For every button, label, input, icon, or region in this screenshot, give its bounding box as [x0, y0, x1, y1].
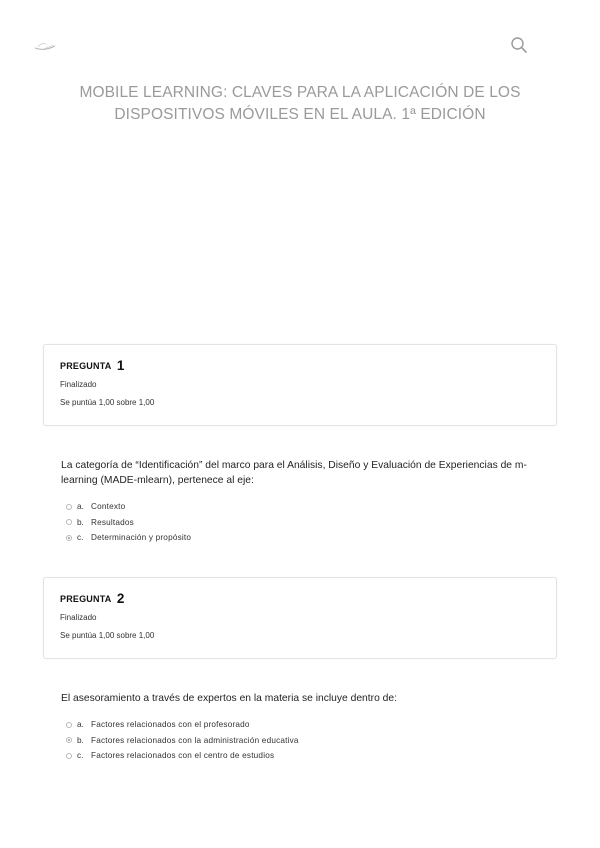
answer-letter: b.: [77, 517, 84, 527]
question-label: PREGUNTA: [60, 361, 112, 371]
question-text: La categoría de “Identificación” del marco para el Análisis, Diseño y Evaluación de Experiencias de m-learning (MADE-mlearn), pertenece al eje:: [61, 460, 527, 486]
answer-text: Determinación y propósito: [91, 533, 192, 543]
question-number-value: 1: [116, 358, 125, 373]
radio-button[interactable]: [66, 504, 72, 510]
radio-button-selected[interactable]: [66, 535, 72, 541]
answer-letter: c.: [77, 533, 84, 543]
question-label: PREGUNTA: [60, 594, 112, 604]
radio-button[interactable]: [66, 753, 72, 759]
search-icon[interactable]: [509, 35, 529, 55]
answer-option[interactable]: [66, 530, 191, 546]
answer-letter: b.: [77, 735, 84, 745]
question-number: [60, 590, 125, 605]
question-grade: Se puntúa 1,00 sobre 1,00: [60, 398, 155, 407]
answer-text: Factores relacionados con el centro de estudios: [91, 751, 275, 761]
answer-text: Factores relacionados con el profesorado: [91, 720, 250, 730]
radio-button-selected[interactable]: [66, 737, 72, 743]
answer-text: Contexto: [91, 502, 126, 512]
radio-button[interactable]: [66, 519, 72, 525]
answer-option[interactable]: [66, 733, 299, 749]
answer-option[interactable]: [66, 499, 191, 515]
radio-button[interactable]: [66, 722, 72, 728]
answer-letter: c.: [77, 751, 84, 761]
question-info-card: [43, 577, 557, 659]
answer-text: Resultados: [91, 517, 134, 527]
question-grade: Se puntúa 1,00 sobre 1,00: [60, 631, 155, 640]
answer-letter: a.: [77, 502, 84, 512]
question-info-card: [43, 344, 557, 426]
leaf-logo-icon[interactable]: [34, 40, 56, 52]
question-state: Finalizado: [60, 380, 97, 389]
answer-option[interactable]: [66, 748, 299, 764]
question-number-value: 2: [116, 591, 125, 606]
question-number: [60, 357, 125, 372]
answer-list: [66, 499, 191, 546]
answer-text: Factores relacionados con la administración educativa: [91, 735, 299, 745]
course-title: MOBILE LEARNING: CLAVES PARA LA APLICACIÓN DE LOS DISPOSITIVOS MÓVILES EN EL AULA. 1ª EDICIÓN: [79, 84, 521, 123]
question-state: Finalizado: [60, 613, 97, 622]
question-text: El asesoramiento a través de expertos en la materia se incluye dentro de:: [61, 693, 397, 704]
page-header: [0, 0, 600, 70]
answer-option[interactable]: [66, 515, 191, 531]
answer-letter: a.: [77, 720, 84, 730]
answer-list: [66, 717, 299, 764]
answer-option[interactable]: [66, 717, 299, 733]
